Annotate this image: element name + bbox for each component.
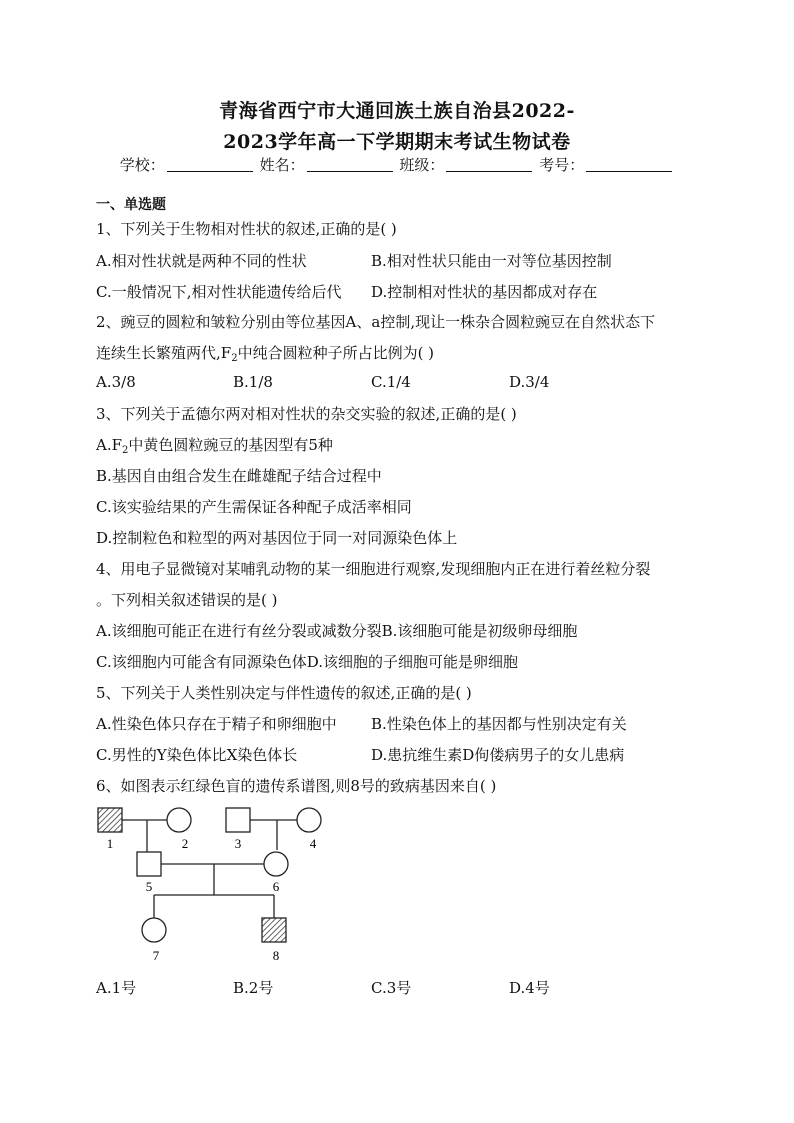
label-5: 5: [145, 879, 153, 894]
exam-no-blank[interactable]: [586, 157, 672, 172]
q2-option-a[interactable]: A.3/8: [96, 373, 136, 391]
q5-stem: 5、下列关于人类性别决定与伴性遗传的叙述,正确的是( ): [96, 684, 472, 702]
label-2: 2: [181, 836, 189, 851]
individual-4-female: [297, 808, 321, 832]
school-blank[interactable]: [167, 157, 253, 172]
q3-a-pre: A.F: [96, 436, 123, 454]
q4-options-cd[interactable]: C.该细胞内可能含有同源染色体D.该细胞的子细胞可能是卵细胞: [96, 653, 518, 671]
q3-option-d[interactable]: D.控制粒色和粒型的两对基因位于同一对同源染色体上: [96, 529, 458, 547]
q5-option-c[interactable]: C.男性的Y染色体比X染色体长: [96, 746, 298, 764]
q3-stem: 3、下列关于孟德尔两对相对性状的杂交实验的叙述,正确的是( ): [96, 405, 517, 423]
label-3: 3: [234, 836, 242, 851]
individual-7-female: [142, 918, 166, 942]
q6-option-c[interactable]: C.3号: [371, 979, 412, 997]
q1-option-c[interactable]: C.一般情况下,相对性状能遗传给后代: [96, 283, 342, 301]
section-heading: 一、单选题: [96, 197, 166, 213]
q5-option-a[interactable]: A.性染色体只存在于精子和卵细胞中: [96, 715, 337, 733]
label-8: 8: [272, 948, 280, 963]
q3-a-post: 中黄色圆粒豌豆的基因型有5种: [128, 436, 333, 454]
individual-6-female: [264, 852, 288, 876]
q6-stem: 6、如图表示红绿色盲的遗传系谱图,则8号的致病基因来自( ): [96, 777, 497, 795]
q2-stem-post: 中纯合圆粒种子所占比例为( ): [237, 344, 435, 362]
q6-option-a[interactable]: A.1号: [96, 979, 137, 997]
q1-option-b[interactable]: B.相对性状只能由一对等位基因控制: [371, 252, 612, 270]
q4-stem-line1: 4、用电子显微镜对某哺乳动物的某一细胞进行观察,发现细胞内正在进行着丝粒分裂: [96, 560, 651, 578]
class-label: 班级：: [399, 156, 445, 174]
label-7: 7: [152, 948, 160, 963]
page-title-line1: 青海省西宁市大通回族土族自治县2022-: [219, 100, 575, 122]
q2-stem-line1: 2、豌豆的圆粒和皱粒分别由等位基因A、a控制,现让一株杂合圆粒豌豆在自然状态下: [96, 313, 656, 331]
q2-option-d[interactable]: D.3/4: [509, 373, 550, 391]
q6-option-d[interactable]: D.4号: [509, 979, 550, 997]
q6-option-b[interactable]: B.2号: [233, 979, 274, 997]
q1-option-d[interactable]: D.控制相对性状的基因都成对存在: [371, 283, 598, 301]
q3-option-a[interactable]: [96, 434, 333, 456]
page-title-line2: 2023学年高一下学期期末考试生物试卷: [223, 131, 571, 153]
label-1: 1: [106, 836, 114, 851]
pedigree-diagram: [94, 800, 334, 970]
individual-3-male: [226, 808, 250, 832]
q5-option-b[interactable]: B.性染色体上的基因都与性别决定有关: [371, 715, 627, 733]
class-blank[interactable]: [446, 157, 532, 172]
q1-stem: 1、下列关于生物相对性状的叙述,正确的是( ): [96, 220, 397, 238]
q1-option-a[interactable]: A.相对性状就是两种不同的性状: [96, 252, 307, 270]
q2-option-c[interactable]: C.1/4: [371, 373, 411, 391]
q2-stem-pre: 连续生长繁殖两代,F: [96, 344, 232, 362]
individual-8-affected-male: [262, 918, 286, 942]
q4-options-ab[interactable]: A.该细胞可能正在进行有丝分裂或减数分裂B.该细胞可能是初级卵母细胞: [96, 622, 578, 640]
q4-stem-line2: 。下列相关叙述错误的是( ): [96, 591, 278, 609]
q2-stem-sub: 2: [231, 353, 238, 364]
q3-option-c[interactable]: C.该实验结果的产生需保证各种配子成活率相同: [96, 498, 412, 516]
q5-option-d[interactable]: D.患抗维生素D佝偻病男子的女儿患病: [371, 746, 625, 764]
label-4: 4: [309, 836, 317, 851]
q3-option-b[interactable]: B.基因自由组合发生在雌雄配子结合过程中: [96, 467, 382, 485]
q3-a-sub: 2: [122, 445, 129, 456]
individual-2-female: [167, 808, 191, 832]
student-info-row: [0, 154, 794, 175]
q2-stem-line2: [96, 342, 434, 364]
label-6: 6: [272, 879, 280, 894]
name-label: 姓名：: [259, 156, 305, 174]
individual-5-male: [137, 852, 161, 876]
individual-1-affected-male: [98, 808, 122, 832]
exam-no-label: 考号：: [539, 156, 585, 174]
name-blank[interactable]: [307, 157, 393, 172]
q2-option-b[interactable]: B.1/8: [233, 373, 273, 391]
school-label: 学校：: [119, 156, 165, 174]
